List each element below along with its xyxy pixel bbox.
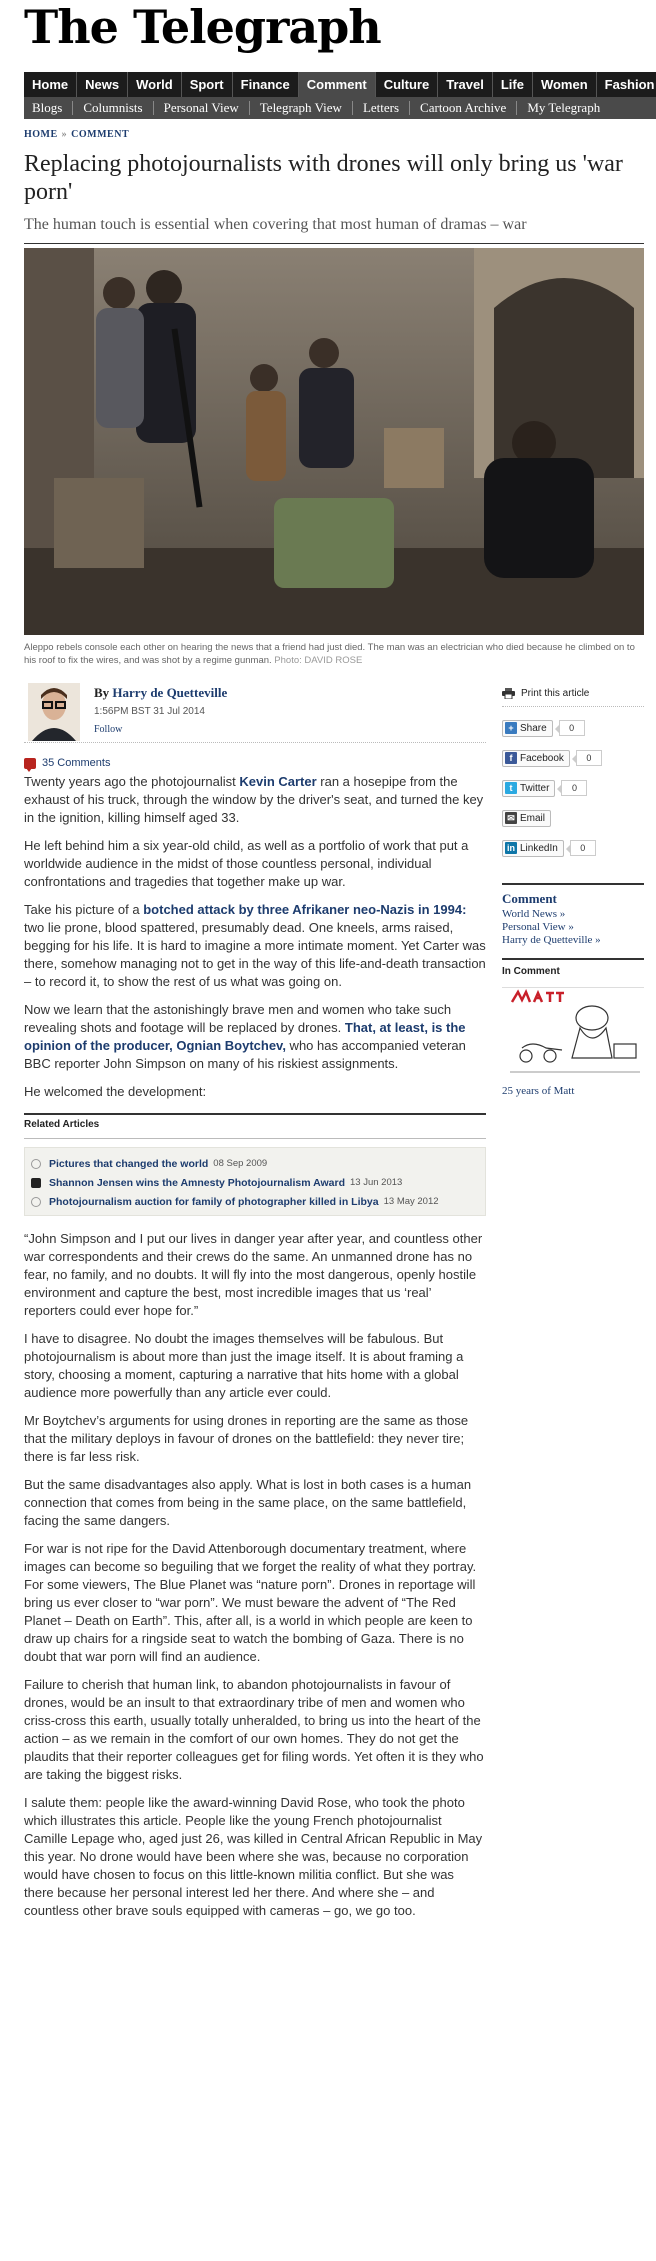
email-button[interactable]: [502, 810, 551, 827]
paragraph: [24, 1001, 486, 1073]
paragraph: [24, 901, 486, 991]
subnav-personal-view[interactable]: Personal View: [154, 101, 250, 115]
main-nav-bar: [24, 72, 656, 97]
nav-sport[interactable]: Sport: [182, 72, 233, 97]
article-body: [24, 773, 486, 1920]
section-links: [502, 883, 644, 946]
subnav-blogs[interactable]: Blogs: [24, 101, 73, 115]
article-standfirst: The human touch is essential when covering that most human of dramas – war: [24, 215, 644, 244]
related-articles-list: [24, 1147, 486, 1216]
photo-caption: [24, 641, 644, 667]
paragraph: I have to disagree. No doubt the images themselves will be fabulous. But photojournalism is about more than just the image itself. It is about framing a story, choosing a moment, capturing a narrative that hits home with a global audience more powerfully than any article ever could.: [24, 1331, 464, 1400]
author-link[interactable]: Harry de Quetteville: [112, 685, 228, 700]
nav-women[interactable]: Women: [533, 72, 597, 97]
in-comment-heading: In Comment: [502, 958, 644, 977]
paragraph: “John Simpson and I put our lives in danger year after year, and countless other war correspondents and their crews do the same. An unmanned drone has no fear, no family, and no doubts. It will fly into the most dangerous, openly hostile environment and capture the best, most incredible images that us ‘real’ reporters could ever hope for.”: [24, 1231, 483, 1318]
comments-count[interactable]: 35 Comments: [42, 757, 111, 769]
related-article-link[interactable]: Pictures that changed the world: [49, 1157, 209, 1170]
related-article-date: 13 Jun 2013: [350, 1177, 403, 1188]
article-icon: [31, 1197, 41, 1207]
nav-finance[interactable]: Finance: [233, 72, 299, 97]
nav-world[interactable]: World: [128, 72, 182, 97]
printer-icon: [502, 688, 515, 699]
share-label: Share: [520, 722, 547, 734]
nav-comment[interactable]: Comment: [299, 72, 376, 97]
byline-text: [94, 685, 227, 735]
byline-author: [94, 685, 227, 701]
related-article-date: 13 May 2012: [383, 1196, 439, 1207]
hero-photo: [24, 248, 644, 635]
related-article-link[interactable]: Photojournalism auction for family of photographer killed in Libya: [49, 1195, 379, 1208]
article-icon: [31, 1159, 41, 1169]
subnav-cartoon-archive[interactable]: Cartoon Archive: [410, 101, 517, 115]
twitter-row: [502, 779, 644, 797]
twitter-count: 0: [561, 780, 587, 796]
share-button[interactable]: [502, 720, 553, 737]
linkedin-label: LinkedIn: [520, 842, 558, 854]
text-run: two lie prone, blood spattered, presumably dead. One kneels, arms raised, begging for his life. It is hard to imagine a more intimate moment. Yet Carter was there, somehow managing not to get in the way of this life-and-death transaction – to record it, to show the rest of us what was going on.: [24, 920, 486, 989]
nav-life[interactable]: Life: [493, 72, 533, 97]
paragraph: But the same disadvantages also apply. What is lost in both cases is a human connection that comes from being in the same place, on the same battlefield, facing the same dangers.: [24, 1477, 472, 1528]
related-article-item[interactable]: [31, 1154, 479, 1173]
print-label[interactable]: Print this article: [521, 688, 590, 699]
masthead: [0, 0, 656, 72]
world-news-link[interactable]: World News »: [502, 908, 566, 920]
sub-nav-bar: [24, 97, 656, 119]
breadcrumb-separator: »: [61, 129, 68, 140]
facebook-row: [502, 749, 644, 767]
facebook-label: Facebook: [520, 752, 564, 764]
personal-view-link[interactable]: Personal View »: [502, 921, 574, 933]
video-icon: [31, 1178, 41, 1188]
nav-fashion[interactable]: Fashion: [604, 77, 655, 92]
facebook-icon: f: [505, 752, 517, 764]
related-articles: [24, 1113, 486, 1216]
article-columns: [0, 681, 656, 2261]
related-article-item[interactable]: [31, 1192, 479, 1211]
paragraph: Mr Boytchev’s arguments for using drones in reporting are the same as those that the military deploys in favour of drones on the battlefield: they never tire; there is far less risk.: [24, 1413, 469, 1464]
share-count: 0: [559, 720, 585, 736]
byline-prefix: By: [94, 685, 110, 700]
related-article-link[interactable]: Shannon Jensen wins the Amnesty Photojournalism Award: [49, 1176, 345, 1189]
subnav-my-telegraph[interactable]: My Telegraph: [527, 100, 601, 115]
linkedin-icon: in: [507, 843, 515, 853]
nav-news[interactable]: News: [77, 72, 128, 97]
matt-cartoon[interactable]: [502, 987, 644, 1079]
subnav-telegraph-view[interactable]: Telegraph View: [250, 101, 353, 115]
facebook-button[interactable]: [502, 750, 570, 767]
linkedin-button[interactable]: [502, 840, 564, 857]
breadcrumb-home[interactable]: HOME: [24, 129, 58, 140]
kevin-carter-link[interactable]: Kevin Carter: [239, 774, 317, 789]
subnav-columnists[interactable]: Columnists: [73, 101, 153, 115]
related-article-date: 08 Sep 2009: [213, 1158, 268, 1169]
boytchev-link[interactable]: That, at least, is the opinion of the producer, Ognian Boytchev,: [24, 1020, 466, 1053]
subnav-letters[interactable]: Letters: [353, 101, 410, 115]
text-run: Take his picture of a: [24, 902, 144, 917]
print-article[interactable]: [502, 687, 644, 707]
email-row: [502, 809, 644, 827]
comment-icon: [24, 758, 36, 769]
byline: [24, 681, 486, 743]
related-article-item[interactable]: [31, 1173, 479, 1192]
telegraph-logo[interactable]: The Telegraph: [24, 0, 381, 54]
nav-home[interactable]: Home: [24, 72, 77, 97]
hero-photo-illustration: [24, 248, 644, 635]
paragraph: For war is not ripe for the David Attenborough documentary treatment, where images can become so beguiling that we forget the reality of what they portray. For some viewers, The Blue Planet was “nature porn”. Drones in reportage will bring us ever closer to “war porn”. We must beware the advent of “The Red Planet – Death on Earth”. This, after all, is a world in which people are keen to draw up chairs for a ringside seat to watch the bombing of Gaza. There is no doubt that war porn will find an audience.: [24, 1541, 477, 1664]
main-column: [24, 681, 486, 1920]
linkedin-count: 0: [570, 840, 596, 856]
matt-cartoon-drawing: [502, 988, 644, 1080]
email-icon: ✉: [505, 812, 517, 824]
share-row: [502, 719, 644, 737]
share-icon: +: [505, 722, 517, 734]
nav-culture[interactable]: Culture: [376, 72, 439, 97]
nav-travel[interactable]: Travel: [438, 72, 493, 97]
primary-nav: [24, 72, 656, 119]
photo-credit: Photo: DAVID ROSE: [274, 655, 363, 666]
paragraph: I salute them: people like the award-winning David Rose, who took the photo which illustrates this article. People like the young French photojournalist Camille Lepage who, aged just 26, was killed in Central African Republic in May this year. No drone would have been where she was, because no corporation would have chosen to focus on this little-known militia conflict. But she was there because her personal interest led her there. And where she – and countless other brave souls equipped with cameras – go, we go too.: [24, 1795, 483, 1918]
caption-text: Aleppo rebels console each other on hearing the news that a friend had just died. The man was an electrician who died because he climbed on to his roof to fix the wires, and was shot by a regime gunman.: [24, 642, 635, 666]
text-run: ran a hosepipe from the exhaust of his truck, through the window by the driver's seat, and turned the key in the ignition, killing himself aged 33.: [24, 774, 484, 825]
email-label: Email: [520, 812, 546, 824]
linkedin-row: [502, 839, 644, 857]
author-avatar: [28, 683, 80, 741]
comments-link[interactable]: [24, 757, 486, 769]
breadcrumb-comment[interactable]: COMMENT: [71, 129, 130, 140]
twitter-icon: t: [505, 782, 517, 794]
paragraph: He left behind him a six year-old child, as well as a portfolio of work that put a worldwide audience in the midst of those countless personal, individual confrontations and tragedies that together make up war.: [24, 838, 469, 889]
botched-attack-link[interactable]: botched attack by three Afrikaner neo-Nazis in 1994:: [143, 902, 467, 917]
twitter-label: Twitter: [520, 782, 550, 794]
sidebar: [502, 681, 644, 1097]
author-archive-link[interactable]: Harry de Quetteville »: [502, 934, 601, 946]
section-heading-comment[interactable]: Comment: [502, 891, 557, 906]
text-run: Now we learn that the astonishingly brave men and women who take such revealing shots and footage will be replaced by drones.: [24, 1002, 452, 1035]
twitter-button[interactable]: [502, 780, 555, 797]
related-articles-title: Related Articles: [24, 1115, 486, 1139]
dateline: 1:56PM BST 31 Jul 2014: [94, 706, 205, 717]
follow-link[interactable]: Follow: [94, 724, 123, 735]
text-run: who has accompanied veteran BBC reporter John Simpson on many of his riskiest assignments.: [24, 1038, 466, 1071]
paragraph: [24, 773, 486, 827]
matt-link[interactable]: 25 years of Matt: [502, 1085, 575, 1097]
author-portrait: [28, 683, 80, 741]
paragraph: He welcomed the development:: [24, 1084, 207, 1099]
facebook-count: 0: [576, 750, 602, 766]
text-run: Twenty years ago the photojournalist: [24, 774, 240, 789]
paragraph: Failure to cherish that human link, to abandon photojournalists in favour of drones, would be an insult to that extraordinary tribe of men and women who criss-cross this earth, usually totally unheralded, to bring us into the heart of the action – as we remain in the comfort of our own homes. They do not get the plaudits that their reporter colleagues get for filing words. Yet often it is they who are taking the biggest risks.: [24, 1677, 484, 1782]
article-headline: Replacing photojournalists with drones will only bring us 'war porn': [24, 151, 623, 205]
breadcrumb: [24, 129, 656, 140]
